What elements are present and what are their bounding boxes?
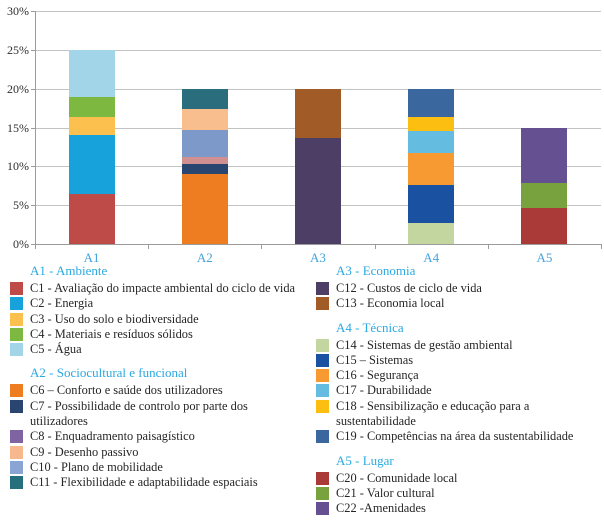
bar-segment-C17 [408, 131, 454, 153]
legend-label-C11: C11 - Flexibilidade e adaptabilidade espaciais [30, 475, 258, 490]
legend-item-C4 [10, 327, 306, 342]
y-axis-label: 25% [7, 42, 29, 57]
legend-swatch-C20 [316, 472, 329, 485]
bar-A1 [69, 50, 115, 244]
legend-item-C21 [316, 486, 602, 501]
legend-swatch-C14 [316, 339, 329, 352]
bar-segment-C16 [408, 153, 454, 185]
x-axis-tick [375, 244, 376, 249]
legend-item-C19 [316, 429, 602, 444]
x-axis-label-A3: A3 [310, 250, 326, 265]
x-axis-label-A4: A4 [423, 250, 440, 265]
legend-item-C3 [10, 312, 306, 327]
legend-item-C11 [10, 475, 306, 490]
legend-swatch-C19 [316, 430, 329, 443]
bar-segment-C21 [521, 183, 567, 208]
legend-group-heading: A2 - Sociocultural e funcional [30, 365, 188, 381]
bar-segment-C11 [182, 89, 228, 109]
legend-swatch-C10 [10, 461, 23, 474]
bar-segment-C19 [408, 89, 454, 117]
bar-A3 [295, 89, 341, 244]
y-axis-label: 0% [13, 237, 29, 251]
bar-A2 [182, 89, 228, 244]
x-axis-label-A1: A1 [83, 250, 100, 265]
gridline-0% [35, 244, 601, 245]
legend-label-C6: C6 – Conforto e saúde dos utilizadores [30, 383, 223, 398]
legend-label-C5: C5 - Água [30, 342, 82, 357]
bar-segment-C2 [69, 135, 115, 194]
legend-item-C13 [316, 296, 602, 311]
legend-item-C2 [10, 296, 306, 311]
legend-label-C18: C18 - Sensibilização e educação para a sustentabilidade [336, 398, 530, 429]
bar-segment-C5 [69, 50, 115, 97]
legend-swatch-C5 [10, 343, 23, 356]
legend-label-C20: C20 - Comunidade local [336, 470, 458, 485]
legend-group-A5 [316, 453, 602, 517]
bar-segment-C13 [295, 89, 341, 139]
legend-label-C17: C17 - Durabilidade [336, 383, 432, 398]
legend-swatch-C9 [10, 446, 23, 459]
bar-A5 [521, 128, 567, 245]
legend-swatch-C22 [316, 502, 329, 515]
legend-swatch-C1 [10, 282, 23, 295]
legend-swatch-C2 [10, 297, 23, 310]
legend-label-C22: C22 -Amenidades [336, 501, 426, 516]
legend-group-A1 [10, 263, 306, 357]
legend-item-C14 [316, 338, 602, 353]
bar-A4 [408, 89, 454, 244]
legend-group-heading: A5 - Lugar [336, 452, 394, 468]
x-axis-tick [488, 244, 489, 249]
legend-label-C12: C12 - Custos de ciclo de vida [336, 281, 482, 295]
y-axis-label: 20% [7, 81, 29, 96]
legend-item-C8 [10, 429, 306, 444]
bar-segment-C1 [69, 194, 115, 244]
bar-segment-C3 [69, 117, 115, 136]
legend-item-C5 [10, 342, 306, 357]
legend-item-C6 [10, 383, 306, 398]
legend-swatch-C17 [316, 384, 329, 397]
legend-label-C21: C21 - Valor cultural [336, 485, 435, 500]
x-axis-label-A5: A5 [536, 250, 553, 265]
legend-swatch-C4 [10, 328, 23, 341]
legend-group-heading: A1 - Ambiente [30, 263, 108, 278]
y-axis-label: 5% [13, 198, 29, 213]
legend-swatch-C8 [10, 430, 23, 443]
legend-item-C22 [316, 501, 602, 516]
legend-label-C19: C19 - Competências na área da sustentabilidade [336, 429, 574, 444]
y-axis-label: 15% [7, 120, 29, 135]
legend-label-C16: C16 - Segurança [336, 368, 419, 383]
legend-swatch-C13 [316, 297, 329, 310]
bar-segment-C14 [408, 223, 454, 244]
legend-label-C10: C10 - Plano de mobilidade [30, 459, 163, 474]
legend-item-C1 [10, 281, 306, 296]
legend-item-C7 [10, 399, 306, 430]
y-axis-label: 10% [7, 159, 29, 174]
legend-swatch-C12 [316, 282, 329, 295]
legend-label-C8: C8 - Enquadramento paisagístico [30, 429, 195, 444]
legend-label-C14: C14 - Sistemas de gestão ambiental [336, 337, 513, 352]
legend-swatch-C3 [10, 313, 23, 326]
legend-label-C13: C13 - Economia local [336, 296, 445, 311]
legend-label-C9: C9 - Desenho passivo [30, 444, 139, 459]
gridline-30% [35, 11, 601, 12]
legend-item-C18 [316, 399, 602, 430]
legend-item-C16 [316, 368, 602, 383]
legend-group-A3 [316, 263, 602, 312]
legend-swatch-C21 [316, 487, 329, 500]
legend-item-C12 [316, 281, 602, 296]
legend-label-C1: C1 - Avaliação do impacte ambiental do ciclo de vida [30, 281, 296, 295]
bar-segment-C4 [69, 97, 115, 116]
bar-segment-C9 [182, 109, 228, 130]
legend-column-1 [10, 263, 306, 499]
bar-segment-C7 [182, 164, 228, 174]
legend-item-C10 [10, 460, 306, 475]
bar-segment-C10 [182, 130, 228, 157]
bar-segment-C22 [521, 128, 567, 184]
x-axis-label-A2: A2 [196, 250, 213, 265]
legend-swatch-C7 [10, 400, 23, 413]
x-axis-tick [601, 244, 602, 249]
legend-label-C4: C4 - Materiais e resíduos sólidos [30, 326, 193, 341]
legend-label-C2: C2 - Energia [30, 296, 94, 311]
bar-segment-C15 [408, 185, 454, 223]
bar-segment-C18 [408, 117, 454, 132]
x-axis-tick [261, 244, 262, 249]
bar-segment-C8 [182, 157, 228, 165]
legend-item-C17 [316, 383, 602, 398]
legend-label-C15: C15 – Sistemas [336, 352, 414, 367]
legend-swatch-C18 [316, 400, 329, 413]
legend-group-heading: A3 - Economia [336, 263, 416, 278]
legend-swatch-C11 [10, 476, 23, 489]
legend-group-A2 [10, 365, 306, 490]
y-axis-line [35, 11, 36, 245]
legend-swatch-C15 [316, 354, 329, 367]
legend-item-C20 [316, 471, 602, 486]
legend-swatch-C6 [10, 384, 23, 397]
legend-swatch-C16 [316, 369, 329, 382]
gridline-25% [35, 50, 601, 51]
x-axis-tick [148, 244, 149, 249]
legend-column-2 [316, 263, 602, 525]
legend-item-C9 [10, 445, 306, 460]
legend-label-C3: C3 - Uso do solo e biodiversidade [30, 311, 199, 326]
bar-segment-C20 [521, 208, 567, 244]
bar-segment-C6 [182, 174, 228, 244]
legend-group-A4 [316, 320, 602, 445]
legend-item-C15 [316, 353, 602, 368]
legend-group-heading: A4 - Técnica [336, 319, 404, 335]
x-axis-tick [35, 244, 36, 249]
legend-label-C7: C7 - Possibilidade de controlo por parte dos utilizadores [30, 398, 248, 429]
bar-segment-C12 [295, 138, 341, 244]
y-axis-label: 30% [7, 4, 29, 18]
